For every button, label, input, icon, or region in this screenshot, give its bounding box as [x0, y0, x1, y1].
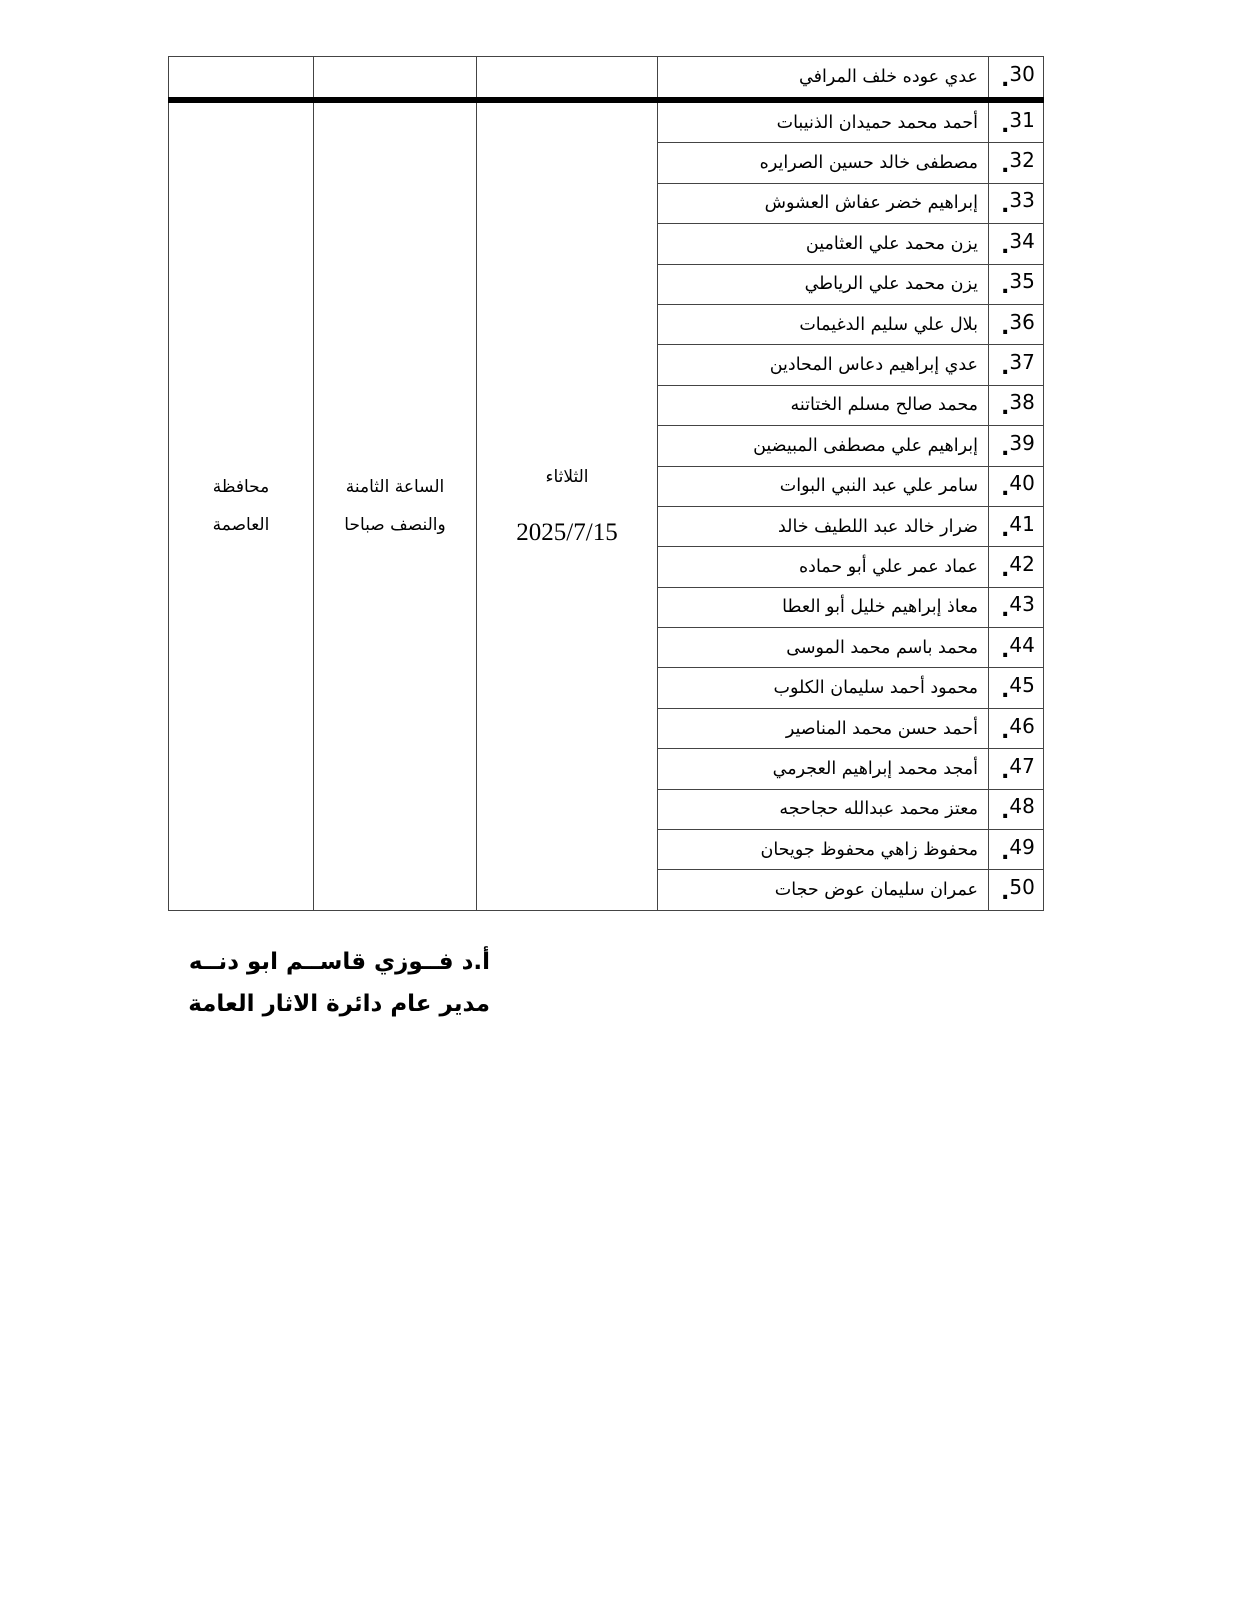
candidate-name: عمران سليمان عوض حجات [658, 870, 989, 910]
row-number: .40 [989, 466, 1044, 506]
exam-day: الثلاثاء [545, 467, 589, 488]
row-number: .36 [989, 304, 1044, 344]
signatory-title: مدير عام دائرة الاثار العامة [188, 991, 490, 1017]
exam-schedule-table [168, 56, 1044, 911]
row-number: .31 [989, 102, 1044, 143]
candidate-name: عدي إبراهيم دعاس المحادين [658, 345, 989, 385]
row-number: .47 [989, 749, 1044, 789]
row-number: .44 [989, 628, 1044, 668]
row-number: .37 [989, 345, 1044, 385]
row-number: .35 [989, 264, 1044, 304]
candidate-name: عماد عمر علي أبو حماده [658, 547, 989, 587]
candidate-name: إبراهيم علي مصطفى المبيضين [658, 426, 989, 466]
candidate-name: معتز محمد عبدالله حجاحجه [658, 789, 989, 829]
candidate-name: عدي عوده خلف المرافي [658, 57, 989, 100]
row-number: .32 [989, 143, 1044, 183]
row-number: .50 [989, 870, 1044, 910]
candidate-name: محمود أحمد سليمان الكلوب [658, 668, 989, 708]
governorate-line: محافظة [212, 477, 270, 498]
candidate-name: إبراهيم خضر عفاش العشوش [658, 183, 989, 223]
candidate-name: سامر علي عبد النبي البوات [658, 466, 989, 506]
row-number: .45 [989, 668, 1044, 708]
candidate-name: أمجد محمد إبراهيم العجرمي [658, 749, 989, 789]
empty-time-cell [314, 57, 477, 100]
candidate-name: معاذ إبراهيم خليل أبو العطا [658, 587, 989, 627]
time-cell [314, 102, 477, 910]
candidate-name: أحمد محمد حميدان الذنيبات [658, 102, 989, 143]
empty-governorate-cell [169, 57, 314, 100]
candidate-name: بلال علي سليم الدغيمات [658, 304, 989, 344]
candidate-name: مصطفى خالد حسين الصرايره [658, 143, 989, 183]
table-row [169, 102, 1044, 143]
row-number: .49 [989, 830, 1044, 870]
exam-date: 2025/7/15 [516, 519, 618, 547]
row-number: .48 [989, 789, 1044, 829]
row-number: .43 [989, 587, 1044, 627]
row-number: .38 [989, 385, 1044, 425]
time-line: الساعة الثامنة [345, 477, 445, 498]
candidate-name: محمد باسم محمد الموسى [658, 628, 989, 668]
date-cell [477, 102, 658, 910]
signature-block [170, 940, 490, 1024]
row-number: .39 [989, 426, 1044, 466]
time-line: والنصف صباحا [344, 515, 446, 536]
governorate-cell [169, 102, 314, 910]
candidate-name: محفوظ زاهي محفوظ جويحان [658, 830, 989, 870]
empty-date-cell [477, 57, 658, 100]
candidate-name: محمد صالح مسلم الختاتنه [658, 385, 989, 425]
candidate-name: يزن محمد علي العثامين [658, 224, 989, 264]
candidate-name: أحمد حسن محمد المناصير [658, 708, 989, 748]
signatory-name: أ.د فــوزي قاســم ابو دنــه [188, 949, 490, 975]
candidate-name: يزن محمد علي الرياطي [658, 264, 989, 304]
row-number: .46 [989, 708, 1044, 748]
row-number: .33 [989, 183, 1044, 223]
table-row [169, 57, 1044, 100]
candidate-name: ضرار خالد عبد اللطيف خالد [658, 506, 989, 546]
row-number: .41 [989, 506, 1044, 546]
row-number: .34 [989, 224, 1044, 264]
row-number: .42 [989, 547, 1044, 587]
governorate-line: العاصمة [212, 515, 270, 536]
row-number: .30 [989, 57, 1044, 100]
